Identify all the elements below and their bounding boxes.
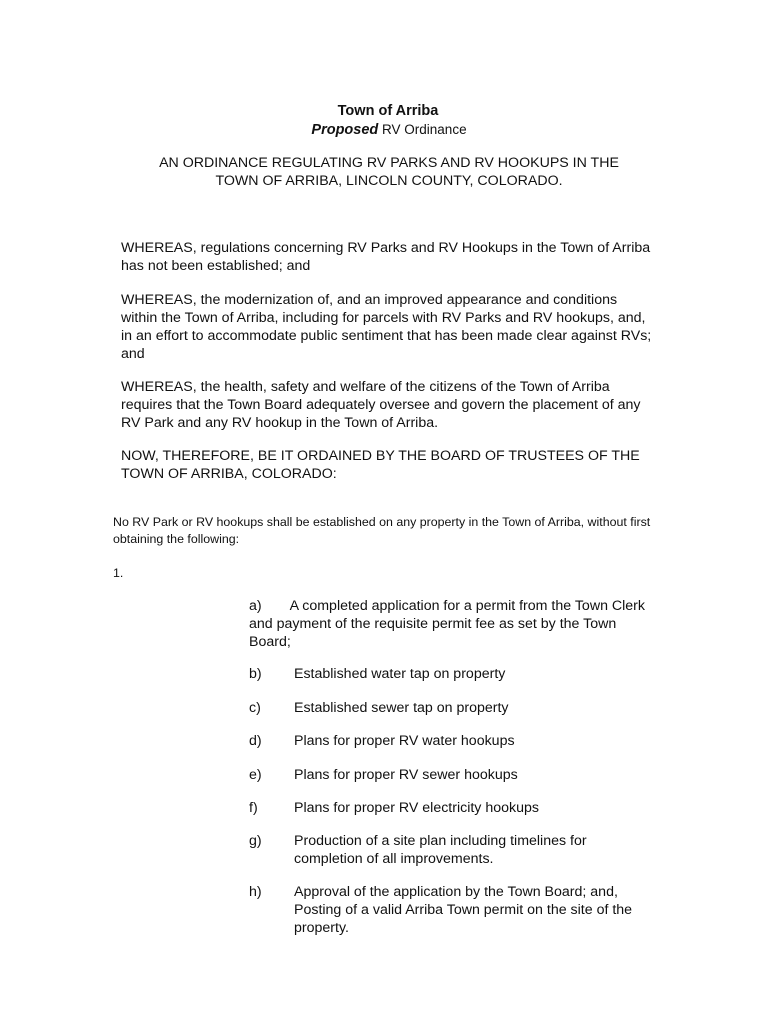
item-letter: b) bbox=[249, 666, 262, 682]
item-letter: e) bbox=[249, 767, 262, 783]
subtitle-rest: RV Ordinance bbox=[378, 122, 467, 137]
ordained-clause: NOW, THEREFORE, BE IT ORDAINED BY THE BOARD OF TRUSTEES OF THE TOWN OF ARRIBA, COLORADO: bbox=[121, 448, 640, 482]
whereas-clause-2: WHEREAS, the modernization of, and an improved appearance and conditions within the Town of Arriba, including for parcels with RV Parks and RV hookups, and, in an effort to accommodate public sentiment that has been made clear against RVs; and bbox=[121, 292, 652, 362]
item-letter: f) bbox=[249, 800, 258, 816]
item-text: Plans for proper RV water hookups bbox=[294, 733, 515, 749]
item-letter: g) bbox=[249, 833, 262, 849]
item-letter: h) bbox=[249, 884, 262, 900]
item-letter: d) bbox=[249, 733, 262, 749]
item-text: A completed application for a permit from the Town Clerk and payment of the requisite permit fee as set by the Town Board; bbox=[249, 598, 646, 650]
item-letter: a) bbox=[249, 598, 262, 614]
list-item bbox=[249, 597, 649, 651]
ordinance-heading-line-2: TOWN OF ARRIBA, LINCOLN COUNTY, COLORADO. bbox=[215, 173, 563, 189]
ordinance-heading-line-1: AN ORDINANCE REGULATING RV PARKS AND RV HOOKUPS IN THE bbox=[159, 155, 619, 171]
document-title: Town of Arriba bbox=[337, 103, 439, 119]
item-text: Established sewer tap on property bbox=[294, 700, 509, 716]
item-text: Approval of the application by the Town Board; and, Posting of a valid Arriba Town permit on the site of the property. bbox=[294, 884, 633, 936]
subtitle-emphasis: Proposed bbox=[311, 122, 379, 138]
item-text: Plans for proper RV sewer hookups bbox=[294, 767, 518, 783]
item-text: Established water tap on property bbox=[294, 666, 506, 682]
whereas-clause-1: WHEREAS, regulations concerning RV Parks and RV Hookups in the Town of Arriba has not been established; and bbox=[121, 240, 651, 274]
item-letter: c) bbox=[249, 700, 261, 716]
intro-paragraph: No RV Park or RV hookups shall be established on any property in the Town of Arriba, without first obtaining the following: bbox=[113, 515, 651, 546]
document-subtitle bbox=[0, 122, 770, 138]
whereas-clause-3: WHEREAS, the health, safety and welfare of the citizens of the Town of Arriba requires that the Town Board adequately oversee and govern the placement of any RV Park and any RV hookup in the Town of Arriba. bbox=[121, 379, 641, 431]
section-number: 1. bbox=[113, 566, 124, 580]
item-text: Production of a site plan including timelines for completion of all improvements. bbox=[294, 833, 587, 867]
item-text: Plans for proper RV electricity hookups bbox=[294, 800, 539, 816]
